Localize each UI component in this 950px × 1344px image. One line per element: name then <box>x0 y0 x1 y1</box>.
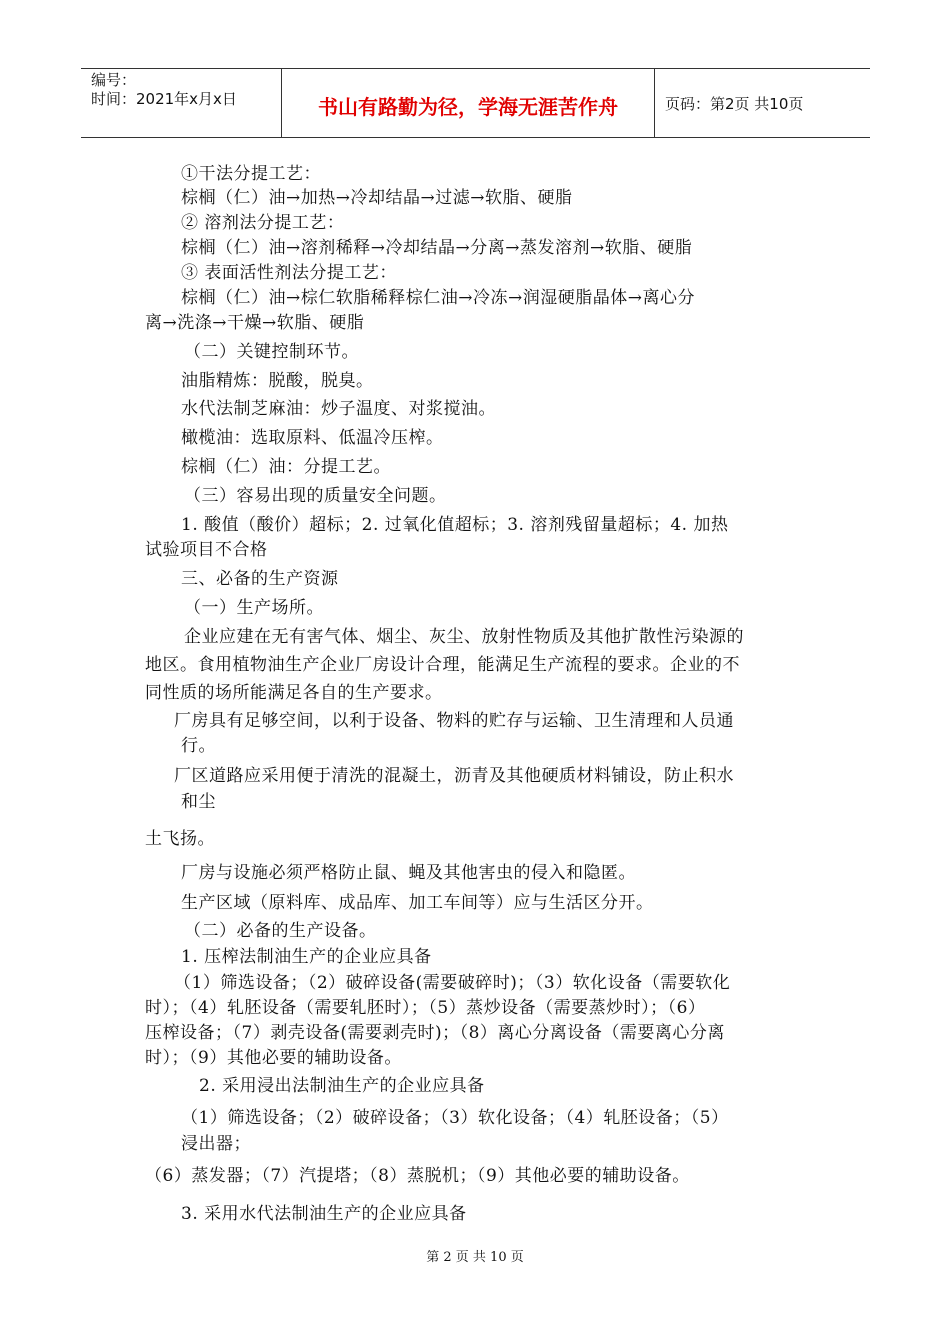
text-line: ② 溶剂法分提工艺： <box>181 213 345 233</box>
text-line: ①干法分提工艺： <box>181 164 321 184</box>
text-line: 土飞扬。 <box>145 829 215 849</box>
text-line: ③ 表面活性剂法分提工艺： <box>181 263 397 283</box>
text-line: 棕榈（仁）油→加热→冷却结晶→过滤→软脂、硬脂 <box>181 188 573 208</box>
text-line: 生产区域（原料库、成品库、加工车间等）应与生活区分开。 <box>181 893 654 913</box>
code-label: 编号： <box>91 71 137 89</box>
text-line: 时）；（9）其他必要的辅助设备。 <box>145 1048 402 1068</box>
page-header <box>81 68 870 138</box>
text-line: 行。 <box>181 736 216 756</box>
text-line: 压榨设备；（7）剥壳设备(需要剥壳时)；（8）离心分离设备（需要离心分离 <box>145 1023 725 1043</box>
text-line: 厂房与设施必须严格防止鼠、蝇及其他害虫的侵入和隐匿。 <box>181 863 636 883</box>
text-line: 橄榄油：选取原料、低温冷压榨。 <box>181 428 444 448</box>
time-label: 时间：2021年x月x日 <box>91 90 237 108</box>
text-line: 厂房具有足够空间，以利于设备、物料的贮存与运输、卫生清理和人员通 <box>174 711 734 731</box>
text-line: （三）容易出现的质量安全问题。 <box>184 486 447 506</box>
motto: 书山有路勤为径，学海无涯苦作舟 <box>318 95 618 119</box>
text-line: 同性质的场所能满足各自的生产要求。 <box>145 683 443 703</box>
text-line: 油脂精炼：脱酸，脱臭。 <box>181 371 374 391</box>
text-line: （二）必备的生产设备。 <box>184 921 377 941</box>
text-line: 企业应建在无有害气体、烟尘、灰尘、放射性物质及其他扩散性污染源的 <box>184 627 744 647</box>
text-line: 三、必备的生产资源 <box>181 569 339 589</box>
text-line: （一）生产场所。 <box>184 598 324 618</box>
text-line: 1. 酸值（酸价）超标；2. 过氧化值超标；3. 溶剂残留量超标；4. 加热 <box>181 515 729 535</box>
text-line: 水代法制芝麻油：炒子温度、对浆搅油。 <box>181 399 496 419</box>
text-line: （1）筛选设备；（2）破碎设备(需要破碎时)；（3）软化设备（需要软化 <box>174 973 731 993</box>
text-line: 棕榈（仁）油→棕仁软脂稀释棕仁油→冷冻→润湿硬脂晶体→离心分 <box>181 288 695 308</box>
header-motto-cell <box>282 69 655 137</box>
text-line: 时）；（4）轧胚设备（需要轧胚时）；（5）蒸炒设备（需要蒸炒时）；（6） <box>145 998 706 1018</box>
text-line: 离→洗涤→干燥→软脂、硬脂 <box>145 313 365 333</box>
text-line: 2. 采用浸出法制油生产的企业应具备 <box>199 1076 485 1096</box>
text-line: 地区。食用植物油生产企业厂房设计合理，能满足生产流程的要求。企业的不 <box>145 655 740 675</box>
text-line: 和尘 <box>181 792 216 812</box>
text-line: 3. 采用水代法制油生产的企业应具备 <box>181 1204 467 1224</box>
text-line: （二）关键控制环节。 <box>184 342 359 362</box>
header-meta <box>81 69 282 137</box>
text-line: （6）蒸发器；（7）汽提塔；（8）蒸脱机；（9）其他必要的辅助设备。 <box>145 1166 690 1186</box>
text-line: 试验项目不合格 <box>145 540 268 560</box>
text-line: 棕榈（仁）油→溶剂稀释→冷却结晶→分离→蒸发溶剂→软脂、硬脂 <box>181 238 693 258</box>
text-line: 厂区道路应采用便于清洗的混凝土，沥青及其他硬质材料铺设，防止积水 <box>174 766 734 786</box>
text-line: 棕榈（仁）油：分提工艺。 <box>181 457 391 477</box>
page-info: 页码：第2页 共10页 <box>665 95 804 113</box>
text-line: 1. 压榨法制油生产的企业应具备 <box>181 947 432 967</box>
text-line: 浸出器； <box>181 1134 251 1154</box>
text-line: （1）筛选设备；（2）破碎设备；（3）软化设备；（4）轧胚设备；（5） <box>181 1108 729 1128</box>
page-footer: 第 2 页 共 10 页 <box>426 1250 524 1265</box>
